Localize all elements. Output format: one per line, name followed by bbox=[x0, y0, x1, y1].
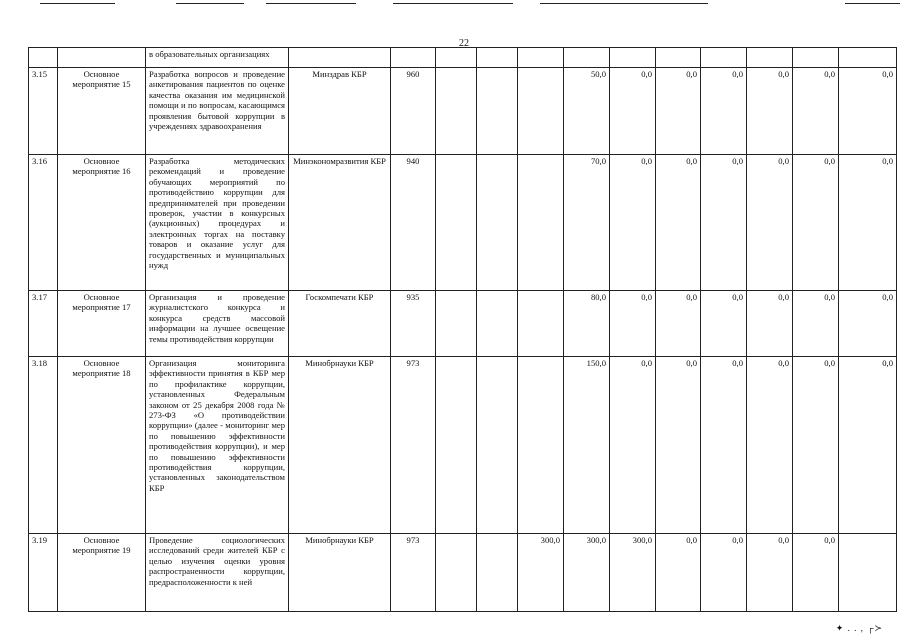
cell-value: 0,0 bbox=[839, 291, 897, 357]
cell-code: 973 bbox=[391, 534, 436, 612]
cell-event: Основное мероприятие 16 bbox=[58, 155, 146, 291]
cell-value: 0,0 bbox=[747, 534, 793, 612]
cell-blank bbox=[477, 357, 518, 534]
cell-value: 300,0 bbox=[564, 534, 610, 612]
cell-value: 0,0 bbox=[610, 357, 656, 534]
cell-num: 3.15 bbox=[29, 68, 58, 155]
cell-value bbox=[701, 48, 747, 68]
cell-description: Разработка методических рекомендаций и проведение обучающих мероприятий по противодействию коррупции для предпринимателей при проведении проверок, участии в конкурсных (аукционных) процедурах и электронных торгах на поставку товаров и оказание услуг для государственных и муниципальных нужд bbox=[146, 155, 289, 291]
cell-value: 0,0 bbox=[701, 291, 747, 357]
header-rule-6 bbox=[845, 3, 900, 4]
cell-blank bbox=[477, 48, 518, 68]
table-row bbox=[29, 534, 897, 612]
cell-blank bbox=[436, 68, 477, 155]
cell-value: 50,0 bbox=[564, 68, 610, 155]
cell-blank bbox=[436, 291, 477, 357]
cell-num bbox=[29, 48, 58, 68]
cell-value: 0,0 bbox=[701, 534, 747, 612]
cell-code bbox=[391, 48, 436, 68]
cell-event: Основное мероприятие 17 bbox=[58, 291, 146, 357]
cell-value: 300,0 bbox=[518, 534, 564, 612]
cell-blank bbox=[436, 48, 477, 68]
cell-executor: Минэкономразвития КБР bbox=[289, 155, 391, 291]
cell-value: 0,0 bbox=[793, 68, 839, 155]
cell-executor: Минздрав КБР bbox=[289, 68, 391, 155]
cell-value: 0,0 bbox=[793, 357, 839, 534]
cell-value: 0,0 bbox=[656, 357, 701, 534]
cell-description: Организация и проведение журналистского конкурса и конкурса средств массовой информации на лучшее освещение темы противодействия коррупции bbox=[146, 291, 289, 357]
scan-mark: ✦ . . , ┌≻ bbox=[835, 623, 883, 633]
cell-value: 0,0 bbox=[701, 357, 747, 534]
cell-num: 3.16 bbox=[29, 155, 58, 291]
table-row bbox=[29, 291, 897, 357]
cell-value: 80,0 bbox=[564, 291, 610, 357]
cell-value: 0,0 bbox=[839, 155, 897, 291]
cell-executor: Минобрнауки КБР bbox=[289, 357, 391, 534]
cell-blank bbox=[518, 68, 564, 155]
cell-value bbox=[656, 48, 701, 68]
cell-value: 0,0 bbox=[656, 155, 701, 291]
cell-value: 0,0 bbox=[610, 291, 656, 357]
cell-num: 3.19 bbox=[29, 534, 58, 612]
cell-value bbox=[747, 48, 793, 68]
cell-value: 0,0 bbox=[656, 534, 701, 612]
cell-executor: Минобрнауки КБР bbox=[289, 534, 391, 612]
cell-value: 0,0 bbox=[793, 291, 839, 357]
cell-value: 0,0 bbox=[747, 357, 793, 534]
table-row bbox=[29, 155, 897, 291]
cell-code: 973 bbox=[391, 357, 436, 534]
cell-executor bbox=[289, 48, 391, 68]
cell-value: 0,0 bbox=[656, 291, 701, 357]
table-row bbox=[29, 68, 897, 155]
cell-value: 0,0 bbox=[839, 68, 897, 155]
cell-blank bbox=[477, 155, 518, 291]
program-budget-table bbox=[28, 47, 897, 612]
cell-blank bbox=[477, 68, 518, 155]
cell-executor: Госкомпечати КБР bbox=[289, 291, 391, 357]
continuation-row bbox=[29, 48, 897, 68]
header-rule-1 bbox=[40, 3, 115, 4]
cell-code: 935 bbox=[391, 291, 436, 357]
cell-event: Основное мероприятие 18 bbox=[58, 357, 146, 534]
cell-value: 0,0 bbox=[839, 357, 897, 534]
cell-blank bbox=[436, 534, 477, 612]
cell-value: 70,0 bbox=[564, 155, 610, 291]
cell-description: Организация мониторинга эффективности принятия в КБР мер по профилактике коррупции, установленных Федеральным законом от 25 декабря 2008 года № 273-ФЗ «О противодействии коррупции» (далее - мониторинг мер по повышению эффективности противодействия коррупции), и мер по повышению эффективности противодействия коррупции, установленных законодательством КБР bbox=[146, 357, 289, 534]
cell-value bbox=[610, 48, 656, 68]
cell-value: 0,0 bbox=[610, 68, 656, 155]
cell-value: 150,0 bbox=[564, 357, 610, 534]
table-row bbox=[29, 357, 897, 534]
page-number: 22 bbox=[459, 38, 469, 49]
cell-blank bbox=[436, 357, 477, 534]
cell-blank bbox=[518, 48, 564, 68]
cell-code: 960 bbox=[391, 68, 436, 155]
cell-description: в образовательных организациях bbox=[146, 48, 289, 68]
cell-num: 3.17 bbox=[29, 291, 58, 357]
cell-blank bbox=[477, 534, 518, 612]
cell-value bbox=[839, 48, 897, 68]
cell-description: Проведение социологических исследований среди жителей КБР с целью изучения оценки уровня распространенности коррупции, предрасположенности к ней bbox=[146, 534, 289, 612]
cell-blank bbox=[477, 291, 518, 357]
cell-value: 0,0 bbox=[656, 68, 701, 155]
cell-value: 0,0 bbox=[747, 291, 793, 357]
cell-event: Основное мероприятие 19 bbox=[58, 534, 146, 612]
cell-blank bbox=[518, 291, 564, 357]
cell-num: 3.18 bbox=[29, 357, 58, 534]
cell-blank bbox=[839, 534, 897, 612]
cell-description: Разработка вопросов и проведение анкетирования пациентов по оценке качества оказания им медицинской помощи и по вопросам, касающимся проявления бытовой коррупции в учреждениях здравоохранения bbox=[146, 68, 289, 155]
cell-code: 940 bbox=[391, 155, 436, 291]
cell-blank bbox=[436, 155, 477, 291]
header-rule-2 bbox=[176, 3, 244, 4]
cell-event: Основное мероприятие 15 bbox=[58, 68, 146, 155]
header-rule-5 bbox=[540, 3, 708, 4]
cell-value: 0,0 bbox=[610, 155, 656, 291]
cell-event bbox=[58, 48, 146, 68]
cell-blank bbox=[518, 155, 564, 291]
cell-value: 0,0 bbox=[747, 68, 793, 155]
cell-value: 0,0 bbox=[793, 155, 839, 291]
cell-value: 0,0 bbox=[701, 68, 747, 155]
cell-value: 0,0 bbox=[701, 155, 747, 291]
cell-value: 0,0 bbox=[793, 534, 839, 612]
header-rule-4 bbox=[393, 3, 513, 4]
cell-value: 300,0 bbox=[610, 534, 656, 612]
cell-blank bbox=[518, 357, 564, 534]
header-rule-3 bbox=[266, 3, 356, 4]
cell-value: 0,0 bbox=[747, 155, 793, 291]
cell-value bbox=[793, 48, 839, 68]
cell-value bbox=[564, 48, 610, 68]
